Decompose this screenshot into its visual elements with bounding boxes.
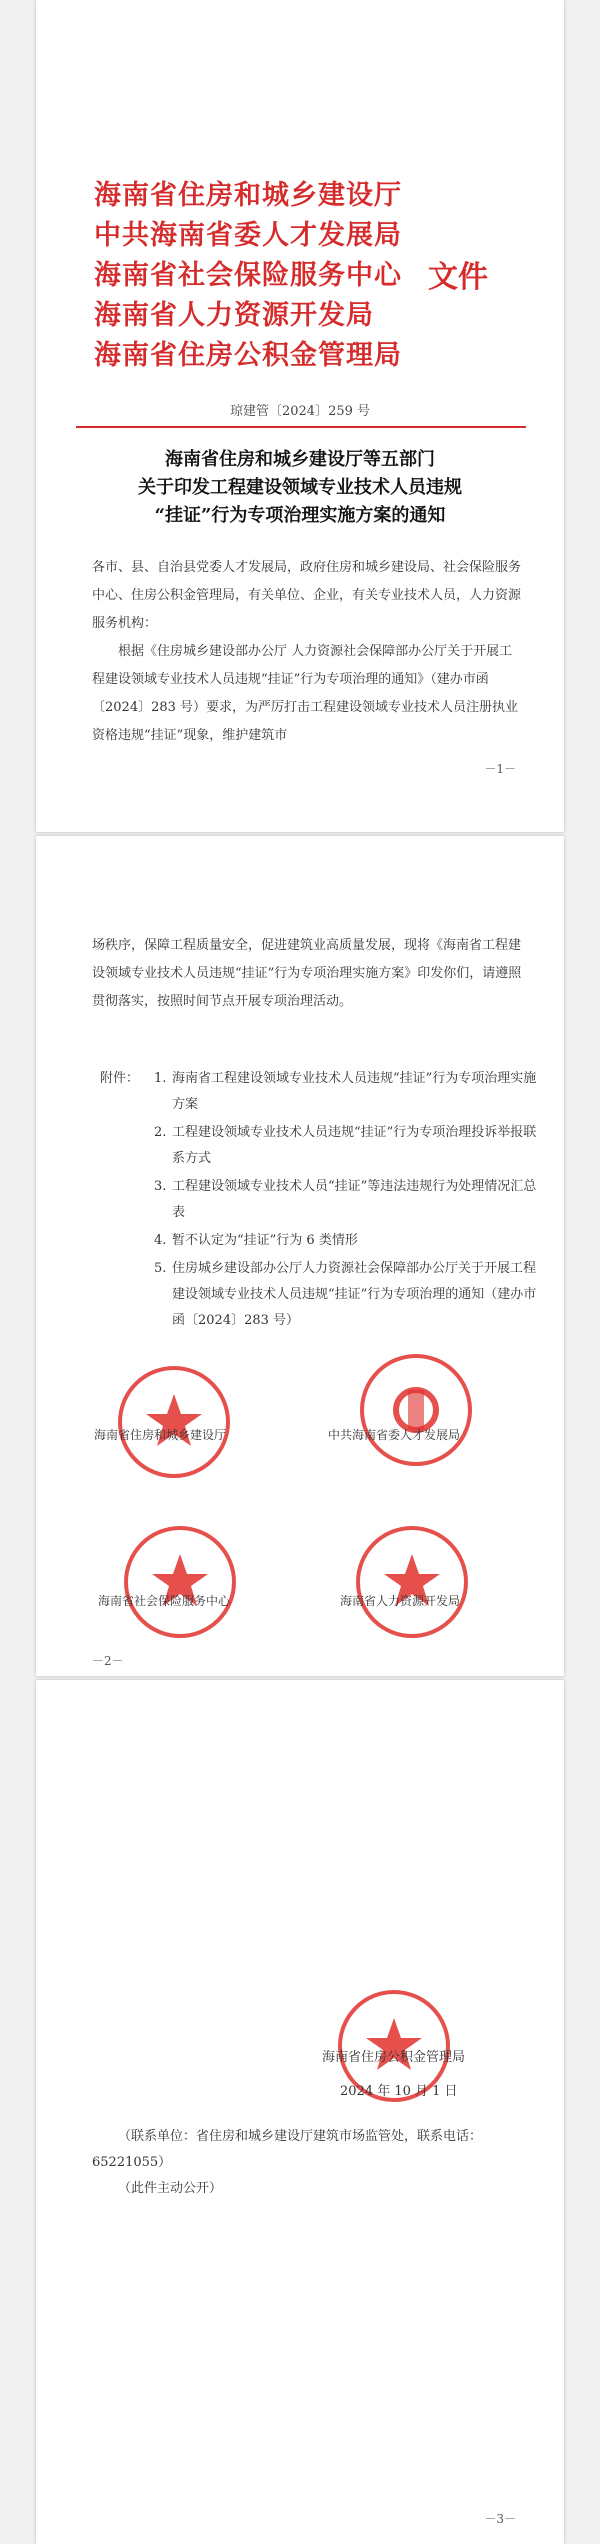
signatory-2: 中共海南省委人才发展局 [328, 1428, 461, 1442]
title-line-2: 关于印发工程建设领域专业技术人员违规 [138, 477, 462, 498]
page-number-2: －2－ [92, 1654, 124, 1668]
official-seal-icon [354, 1524, 470, 1640]
signatory-3: 海南省社会保险服务中心 [98, 1594, 231, 1608]
attachments-label: 附件： [100, 1071, 140, 1086]
page-number-3: －3－ [484, 2512, 516, 2526]
official-seal-icon [116, 1364, 232, 1480]
document-number: 琼建管〔2024〕259 号 [229, 404, 371, 419]
issuer-2: 中共海南省委人才发展局 [94, 220, 402, 251]
issue-date: 2024 年 10 月 1 日 [340, 2084, 458, 2099]
document-title [36, 446, 564, 530]
attachments-list [154, 1066, 540, 1336]
attachment-item: 2. 工程建设领域专业技术人员违规“挂证”行为专项治理投诉举报联系方式 [154, 1125, 537, 1166]
issuer-5: 海南省住房公积金管理局 [94, 340, 402, 371]
disclosure-note: （此件主动公开） [118, 2181, 223, 2196]
attachment-item: 1. 海南省工程建设领域专业技术人员违规“挂证”行为专项治理实施方案 [154, 1071, 537, 1112]
page-2 [36, 836, 564, 1676]
signatory-5: 海南省住房公积金管理局 [322, 2050, 466, 2065]
attachments [100, 1066, 540, 1336]
attachment-item: 5. 住房城乡建设部办公厅人力资源社会保障部办公厅关于开展工程建设领域专业技术人员违规“挂证”行为专项治理的通知（建办市函〔2024〕283 号） [154, 1261, 537, 1328]
red-divider [76, 426, 526, 428]
body-continuation [92, 932, 522, 1016]
signatory-1: 海南省住房和城乡建设厅 [94, 1428, 227, 1442]
attachment-item: 3. 工程建设领域专业技术人员“挂证”等违法违规行为处理情况汇总表 [154, 1179, 537, 1220]
attachment-item: 4. 暂不认定为“挂证”行为 6 类情形 [154, 1233, 358, 1248]
page-1 [36, 0, 564, 832]
body-text [92, 554, 522, 750]
issuer-1: 海南省住房和城乡建设厅 [94, 180, 402, 211]
contact-info: （联系单位：省住房和城乡建设厅建筑市场监管处，联系电话：65221055） [92, 2129, 483, 2170]
title-line-3: “挂证”行为专项治理实施方案的通知 [154, 505, 446, 526]
body-paragraph-1: 根据《住房城乡建设部办公厅 人力资源社会保障部办公厅关于开展工程建设领域专业技术人员违规“挂证”行为专项治理的通知》（建办市函〔2024〕283 号）要求，为严厉打击工程建设领域专业技术人员注册执业资格违规“挂证”现象，维护建筑市 [92, 644, 519, 743]
document-word: 文件 [428, 260, 488, 295]
official-seal-icon [122, 1524, 238, 1640]
page-3 [36, 1680, 564, 2544]
addressee: 各市、县、自治县党委人才发展局，政府住房和城乡建设局、社会保险服务中心、住房公积金管理局，有关单位、企业，有关专业技术人员，人力资源服务机构： [92, 560, 522, 631]
signatory-4: 海南省人力资源开发局 [340, 1594, 461, 1608]
body-paragraph-2: 场秩序，保障工程质量安全，促进建筑业高质量发展，现将《海南省工程建设领域专业技术人员违规“挂证”行为专项治理实施方案》印发你们，请遵照贯彻落实，按照时间节点开展专项治理活动。 [92, 938, 522, 1009]
issuer-3: 海南省社会保险服务中心 [94, 260, 402, 291]
title-line-1: 海南省住房和城乡建设厅等五部门 [165, 449, 435, 470]
official-seal-icon [358, 1352, 474, 1468]
footer-notes [92, 2124, 522, 2202]
issuer-4: 海南省人力资源开发局 [94, 300, 374, 331]
page-number-1: －1－ [484, 762, 516, 776]
issuing-agencies [94, 176, 402, 376]
